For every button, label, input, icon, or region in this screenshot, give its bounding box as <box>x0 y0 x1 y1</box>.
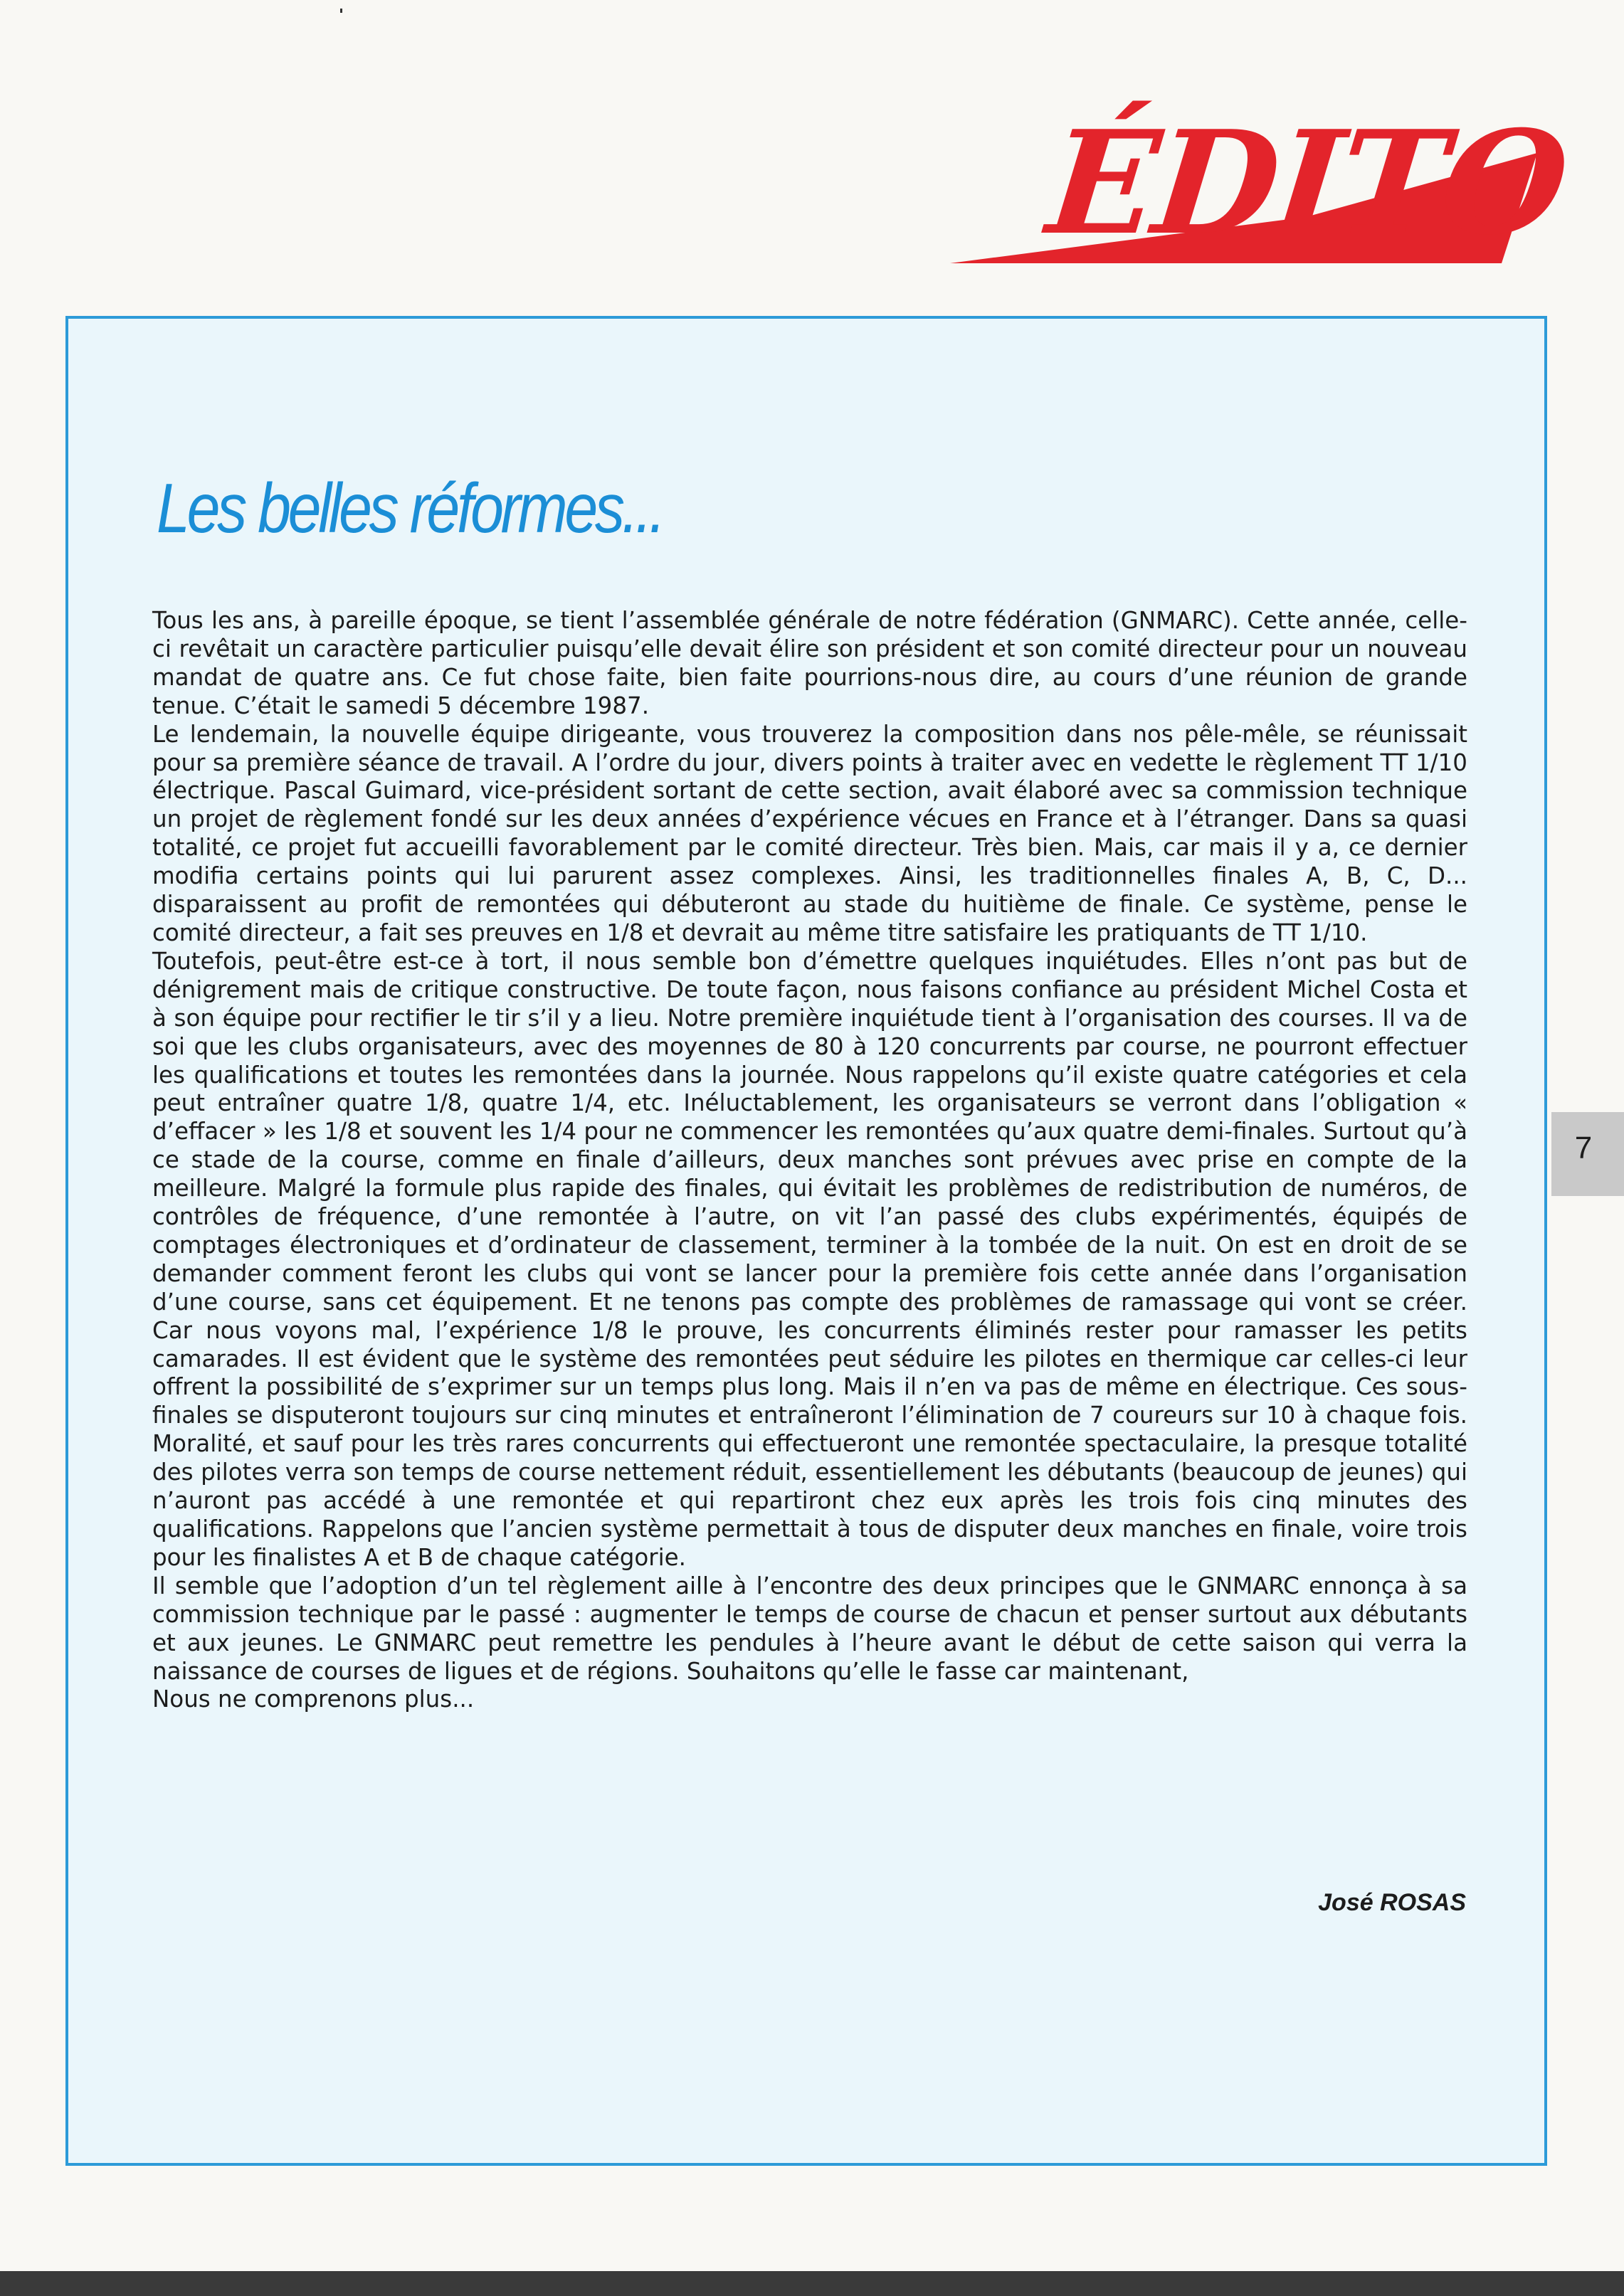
paragraph: Tous les ans, à pareille époque, se tient l’assemblée générale de notre fédération (GNMARC). Cette année, celle-ci revêtait un caractère particulier puisqu’elle devait élire son président et son comité directeur pour un nouveau mandat de quatre ans. Ce fut chose faite, bien faite pourrions-nous dire, au cours d’une réunion de grande tenue. C’était le samedi 5 décembre 1987. <box>152 607 1467 719</box>
edito-title: ÉDITO <box>1040 100 1573 267</box>
paragraph: Toutefois, peut-être est-ce à tort, il nous semble bon d’émettre quelques inquiétudes. Elles n’ont pas but de dénigrement mais de critique constructive. De toute façon, nous faisons confiance au président Michel Costa et à son équipe pour rectifier le tir s’il y a lieu. Notre première inquiétude tient à l’organisation des courses. Il va de soi que les clubs organisateurs, avec des moyennes de 80 à 120 concurrents par course, ne pourront effectuer les qualifications et toutes les remontées dans la journée. Nous rappelons qu’il existe quatre catégories et cela peut entraîner quatre 1/8, quatre 1/4, etc. Inéluctablement, les organisateurs se verront dans l’obligation « d’effacer » les 1/8 et souvent les 1/4 pour ne commencer les remontées qu’aux quatre demi-finales. Surtout qu’à ce stade de la course, comme en finale d’ailleurs, deux manches sont prévues avec prise en compte de la meilleure. Malgré la formule plus rapide des finales, qui évitait les problèmes de redistribution de numéros, de contrôles de fréquence, d’une remontée à l’autre, on vit l’an passé des clubs expérimentés, équipés de comptages électroniques et d’ordinateur de classement, terminer à la tombée de la nuit. On est en droit de se demander comment feront les clubs qui vont se lancer pour la première fois cette année dans l’organisation d’une course, sans cet équipement. Et ne tenons pas compte des problèmes de ramassage qui vont se créer. Car nous voyons mal, l’expérience 1/8 le prouve, les concurrents éliminés rester pour ramasser les petits camarades. Il est évident que le système des remontées peut séduire les pilotes en thermique car celles-ci leur offrent la possibilité de s’exprimer sur un temps plus long. Mais il n’en va pas de même en électrique. Ces sous-finales se disputeront toujours sur cinq minutes et entraîneront l’élimination de 7 coureurs sur 10 à chaque fois. Moralité, et sauf pour les très rares concurrents qui effectueront une remontée spectaculaire, la presque totalité des pilotes verra son temps de course nettement réduit, essentiellement les débutants (beaucoup de jeunes) qui n’auront pas accédé à une remontée et qui repartiront chez eux après les trois fois cinq minutes des qualifications. Rappelons que l’ancien système permettait à tous de disputer deux manches en finale, voire trois pour les finalistes A et B de chaque catégorie. <box>152 947 1467 1571</box>
scan-speck <box>340 9 342 13</box>
paragraph: Le lendemain, la nouvelle équipe dirigeante, vous trouverez la composition dans nos pêle-mêle, se réunissait pour sa première séance de travail. A l’ordre du jour, divers points à traiter avec en vedette le règlement TT 1/10 électrique. Pascal Guimard, vice-président sortant de cette section, avait élaboré avec sa commission technique un projet de règlement fondé sur les deux années d’expérience vécues en France et à l’étranger. Dans sa quasi totalité, ce projet fut accueilli favorablement par le comité directeur. Très bien. Mais, car mais il y a, ce dernier modifia certains points qui lui parurent assez complexes. Ainsi, les traditionnelles finales A, B, C, D... disparaissent au profit de remontées qui débuteront au stade du huitième de finale. Ce système, pense le comité directeur, a fait ses preuves en 1/8 et devrait au même titre satisfaire les pratiquants de TT 1/10. <box>152 720 1467 946</box>
page-number: 7 <box>1574 1131 1593 1165</box>
author-signature: José ROSAS <box>1318 1889 1466 1916</box>
scan-bottom-edge <box>0 2271 1624 2296</box>
article-headline: Les belles réformes... <box>157 469 663 547</box>
edito-banner <box>950 100 1573 267</box>
paragraph: Nous ne comprenons plus... <box>152 1686 475 1713</box>
paragraph: Il semble que l’adoption d’un tel règlement aille à l’encontre des deux principes que le GNMARC ennonça à sa commission technique par le passé : augmenter le temps de course de chacun et penser surtout aux débutants et aux jeunes. Le GNMARC peut remettre les pendules à l’heure avant le début de cette saison qui verra la naissance de courses de ligues et de régions. Souhaitons qu’elle le fasse car maintenant, <box>152 1572 1467 1685</box>
article-body <box>152 607 1467 1714</box>
